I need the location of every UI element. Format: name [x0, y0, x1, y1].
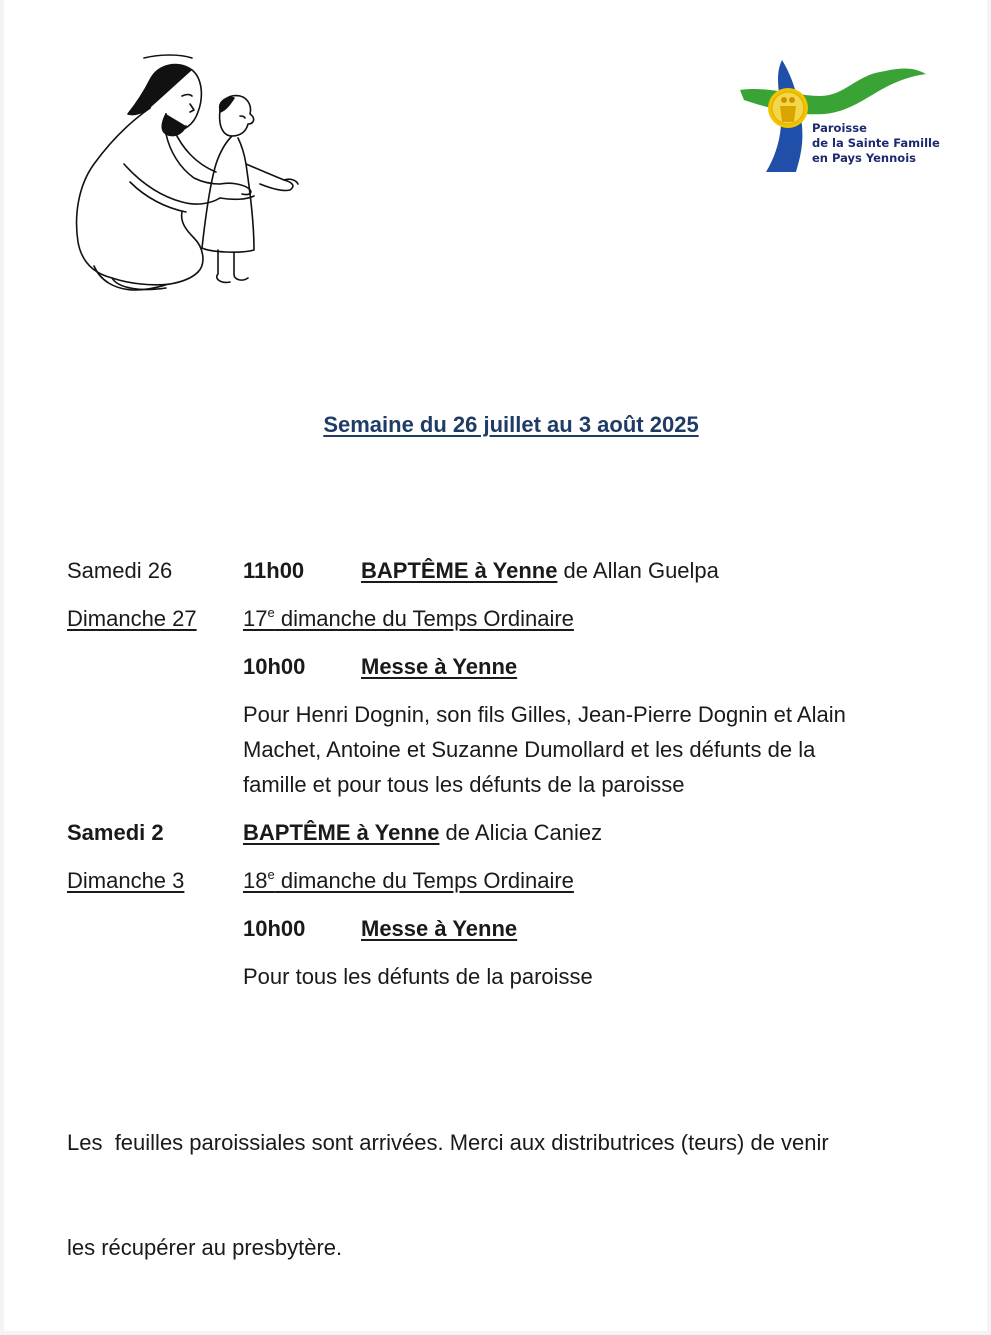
event-time: 11h00 — [243, 558, 305, 583]
event-title: BAPTÊME à Yenne — [243, 820, 440, 845]
logo-line-3: en Pays Yennois — [812, 151, 916, 165]
logo-line-1: Paroisse — [812, 121, 867, 135]
mass-line-dimanche-3 — [243, 911, 517, 946]
mass-line-dimanche-27 — [243, 649, 517, 684]
liturgical-sunday-27: 17e dimanche du Temps Ordinaire — [243, 605, 574, 631]
liturgical-sunday-3: 18e dimanche du Temps Ordinaire — [243, 867, 574, 893]
jesus-with-child-illustration — [70, 52, 302, 294]
mass-intentions-dimanche-27: Pour Henri Dognin, son fils Gilles, Jean-Pierre Dognin et Alain Machet, Antoine et Suzanne Dumollard et les défunts de la famille et pour tous les défunts de la paroisse — [243, 702, 846, 797]
event-time: 10h00 — [243, 916, 306, 941]
day-label-dimanche-27: Dimanche 27 — [67, 606, 197, 631]
event-title: Messe à Yenne — [361, 654, 518, 679]
event-time: 10h00 — [243, 654, 306, 679]
event-detail: de Alicia Caniez — [439, 820, 603, 845]
baptism-line-samedi-26 — [243, 553, 719, 588]
notice-paragraph: Les feuilles paroissiales sont arrivées. Merci aux distributrices (teurs) de venir les récupérer au presbytère. — [67, 1130, 829, 1260]
logo-line-2: de la Sainte Famille — [812, 136, 940, 150]
event-title: Messe à Yenne — [361, 916, 518, 941]
day-label-samedi-26: Samedi 26 — [67, 558, 173, 583]
event-detail: de Allan Guelpa — [557, 558, 719, 583]
day-label-dimanche-3: Dimanche 3 — [67, 868, 185, 893]
bulletin-page — [4, 0, 987, 1331]
event-title: BAPTÊME à Yenne — [361, 558, 558, 583]
bulletin-title: Semaine du 26 juillet au 3 août 2025 — [323, 412, 699, 437]
day-label-samedi-2: Samedi 2 — [67, 820, 164, 845]
mass-intentions-dimanche-3: Pour tous les défunts de la paroisse — [243, 964, 593, 989]
baptism-line-samedi-2 — [243, 815, 602, 850]
logo-text — [812, 121, 940, 166]
